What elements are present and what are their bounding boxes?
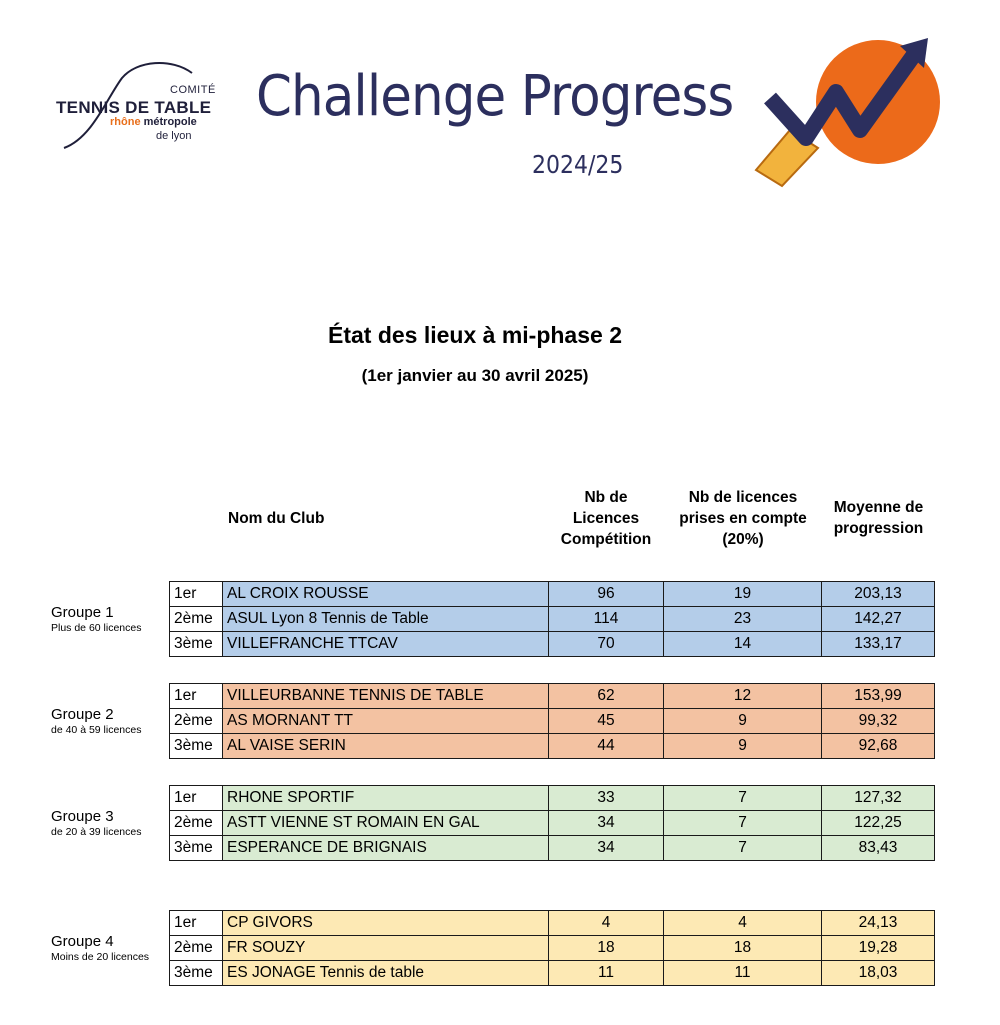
report-period: (1er janvier au 30 avril 2025) — [361, 366, 589, 385]
logo-rhone-metropole — [110, 116, 197, 128]
logo-tennis-text: TENNIS DE TABLE — [56, 98, 212, 117]
column-header-prises — [664, 487, 822, 550]
column-header-licences — [548, 487, 664, 550]
group-name: Groupe 1 — [51, 604, 114, 621]
club-name-cell: ESPERANCE DE BRIGNAIS — [223, 836, 549, 861]
prises-cell: 7 — [664, 786, 822, 811]
rank-cell: 1er — [170, 582, 223, 607]
logo-comite-text: COMITÉ — [170, 84, 216, 96]
licences-cell: 33 — [549, 786, 664, 811]
moyenne-cell: 92,68 — [822, 734, 935, 759]
report-heading: État des lieux à mi-phase 2 — [327, 322, 622, 348]
club-name-cell: VILLEFRANCHE TTCAV — [223, 632, 549, 657]
table-row — [170, 836, 935, 861]
club-name-cell: ASUL Lyon 8 Tennis de Table — [223, 607, 549, 632]
column-header-prises-line3: (20%) — [722, 531, 764, 548]
moyenne-cell: 127,32 — [822, 786, 935, 811]
licences-cell: 4 — [549, 911, 664, 936]
logo-rhone-text: rhône — [110, 116, 141, 128]
group-label — [51, 808, 141, 839]
licences-cell: 18 — [549, 936, 664, 961]
column-header-club: Nom du Club — [228, 510, 325, 527]
prises-cell: 19 — [664, 582, 822, 607]
moyenne-cell: 18,03 — [822, 961, 935, 986]
group-description: de 20 à 39 licences — [51, 826, 142, 838]
club-name-cell: VILLEURBANNE TENNIS DE TABLE — [223, 684, 549, 709]
moyenne-cell: 153,99 — [822, 684, 935, 709]
licences-cell: 114 — [549, 607, 664, 632]
licences-cell: 70 — [549, 632, 664, 657]
rank-cell: 1er — [170, 684, 223, 709]
group-table — [169, 910, 935, 986]
comite-logo — [52, 58, 216, 153]
licences-cell: 45 — [549, 709, 664, 734]
rank-cell: 2ème — [170, 607, 223, 632]
table-row — [170, 607, 935, 632]
rank-cell: 1er — [170, 911, 223, 936]
moyenne-cell: 19,28 — [822, 936, 935, 961]
licences-cell: 34 — [549, 836, 664, 861]
table-row — [170, 582, 935, 607]
moyenne-cell: 203,13 — [822, 582, 935, 607]
table-row — [170, 709, 935, 734]
column-header-licences-line1: Nb de — [584, 489, 628, 506]
column-header-moyenne-line1: Moyenne de — [833, 499, 924, 516]
group-description: Moins de 20 licences — [51, 951, 150, 963]
table-row — [170, 684, 935, 709]
moyenne-cell: 133,17 — [822, 632, 935, 657]
club-name-cell: AL VAISE SERIN — [223, 734, 549, 759]
table-row — [170, 734, 935, 759]
licences-cell: 34 — [549, 811, 664, 836]
rank-cell: 3ème — [170, 836, 223, 861]
club-name-cell: RHONE SPORTIF — [223, 786, 549, 811]
table-row — [170, 632, 935, 657]
rank-cell: 3ème — [170, 961, 223, 986]
licences-cell: 62 — [549, 684, 664, 709]
group-description: Plus de 60 licences — [51, 622, 142, 634]
club-name-cell: FR SOUZY — [223, 936, 549, 961]
club-name-cell: ES JONAGE Tennis de table — [223, 961, 549, 986]
rank-cell: 2ème — [170, 936, 223, 961]
rank-cell: 2ème — [170, 709, 223, 734]
column-header-moyenne — [822, 497, 935, 539]
prises-cell: 12 — [664, 684, 822, 709]
table-row — [170, 961, 935, 986]
club-name-cell: CP GIVORS — [223, 911, 549, 936]
club-name-cell: ASTT VIENNE ST ROMAIN EN GAL — [223, 811, 549, 836]
licences-cell: 11 — [549, 961, 664, 986]
group-table — [169, 581, 935, 657]
logo-metropole-text: métropole — [143, 116, 197, 128]
club-name-cell: AS MORNANT TT — [223, 709, 549, 734]
table-row — [170, 911, 935, 936]
rank-cell: 3ème — [170, 734, 223, 759]
prises-cell: 11 — [664, 961, 822, 986]
group-table — [169, 683, 935, 759]
group-label — [51, 604, 141, 635]
moyenne-cell: 83,43 — [822, 836, 935, 861]
logo-lyon-text: de lyon — [156, 130, 192, 142]
column-header-prises-line2: prises en compte — [679, 510, 807, 527]
group-table — [169, 785, 935, 861]
prises-cell: 4 — [664, 911, 822, 936]
moyenne-cell: 142,27 — [822, 607, 935, 632]
group-description: de 40 à 59 licences — [51, 724, 142, 736]
prises-cell: 9 — [664, 734, 822, 759]
moyenne-cell: 99,32 — [822, 709, 935, 734]
table-row — [170, 811, 935, 836]
licences-cell: 44 — [549, 734, 664, 759]
column-header-licences-line3: Compétition — [560, 531, 652, 548]
group-name: Groupe 3 — [51, 808, 114, 825]
page-title: Challenge Progress — [256, 64, 734, 129]
prises-cell: 7 — [664, 836, 822, 861]
moyenne-cell: 122,25 — [822, 811, 935, 836]
prises-cell: 9 — [664, 709, 822, 734]
prises-cell: 7 — [664, 811, 822, 836]
club-name-cell: AL CROIX ROUSSE — [223, 582, 549, 607]
group-name: Groupe 4 — [51, 933, 114, 950]
prises-cell: 23 — [664, 607, 822, 632]
table-row — [170, 786, 935, 811]
table-row — [170, 936, 935, 961]
group-label — [51, 706, 141, 737]
prises-cell: 18 — [664, 936, 822, 961]
column-header-prises-line1: Nb de licences — [688, 489, 798, 506]
column-header-moyenne-line2: progression — [833, 520, 924, 537]
group-name: Groupe 2 — [51, 706, 114, 723]
prises-cell: 14 — [664, 632, 822, 657]
licences-cell: 96 — [549, 582, 664, 607]
rank-cell: 1er — [170, 786, 223, 811]
group-label — [51, 933, 149, 964]
rank-cell: 3ème — [170, 632, 223, 657]
season-label: 2024/25 — [532, 150, 624, 179]
rank-cell: 2ème — [170, 811, 223, 836]
progress-emblem-icon — [748, 30, 948, 190]
column-header-licences-line2: Licences — [572, 510, 640, 527]
moyenne-cell: 24,13 — [822, 911, 935, 936]
